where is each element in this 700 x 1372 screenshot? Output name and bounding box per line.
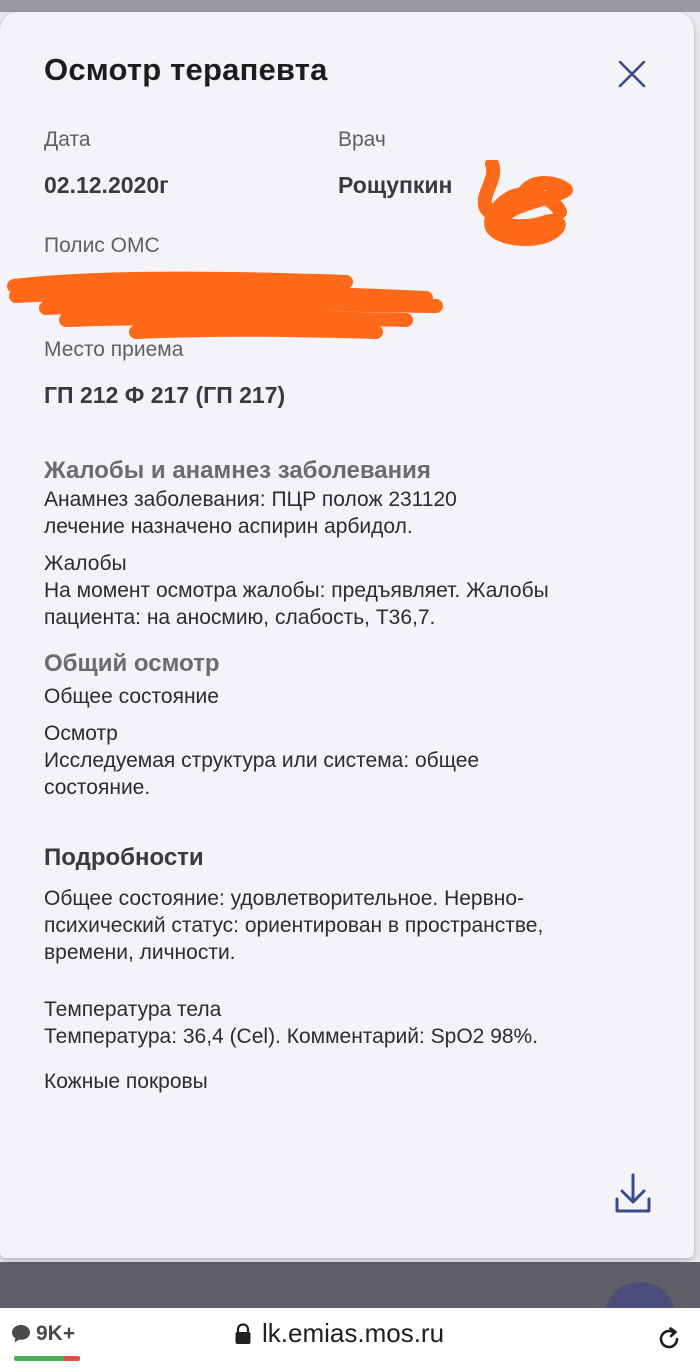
temperature-line: Температура: 36,4 (Cel). Комментарий: SpO2 98%. [44, 1025, 539, 1048]
exam-title: Осмотр [44, 722, 118, 745]
anamnesis-line: лечение назначено аспирин арбидол. [44, 515, 413, 538]
modal-title: Осмотр терапевта [44, 52, 328, 87]
exam-line: состояние. [44, 776, 151, 799]
download-button[interactable] [610, 1168, 656, 1218]
rating-bar [14, 1356, 80, 1361]
date-value: 02.12.2020г [44, 172, 169, 198]
place-label: Место приема [44, 338, 184, 361]
general-state-label: Общее состояние [44, 685, 219, 708]
backdrop-top [0, 0, 700, 12]
date-label: Дата [44, 128, 91, 151]
url-text: lk.emias.mos.ru [262, 1318, 445, 1348]
reload-button[interactable] [654, 1324, 684, 1354]
oms-label: Полис ОМС [44, 234, 160, 257]
visit-details [44, 456, 644, 1095]
close-button[interactable] [612, 54, 652, 94]
lock-icon [234, 1323, 252, 1345]
details-heading: Подробности [44, 844, 204, 871]
address-bar[interactable] [234, 1318, 444, 1349]
details-line: психический статус: ориентирован в пространстве, [44, 914, 544, 937]
details-line: времени, личности. [44, 941, 236, 964]
temperature-title: Температура тела [44, 998, 222, 1021]
redaction-scribble-doctor [474, 160, 574, 250]
visit-modal [0, 12, 694, 1258]
details-line: Общее состояние: удовлетворительное. Нервно- [44, 887, 525, 910]
exam-heading: Общий осмотр [44, 650, 220, 677]
comment-icon [10, 1323, 32, 1345]
complaints-line: пациента: на аносмию, слабость, Т36,7. [44, 606, 436, 629]
complaints-title: Жалобы [44, 552, 127, 575]
anamnesis-line: Анамнез заболевания: ПЦР полож 231120 [44, 488, 457, 511]
doctor-value: Рощупкин [338, 172, 453, 198]
complaints-heading: Жалобы и анамнез заболевания [44, 457, 431, 484]
comments-count: 9K+ [36, 1322, 76, 1345]
browser-toolbar [0, 1308, 700, 1372]
close-icon [618, 60, 646, 88]
exam-line: Исследуемая структура или система: общее [44, 749, 480, 772]
backdrop-page [0, 1262, 700, 1308]
skin-title: Кожные покровы [44, 1070, 208, 1093]
complaints-line: На момент осмотра жалобы: предъявляет. Жалобы [44, 579, 549, 602]
place-value: ГП 212 Ф 217 (ГП 217) [44, 382, 286, 408]
doctor-label: Врач [338, 128, 386, 151]
comments-button[interactable] [10, 1322, 75, 1346]
reload-icon [655, 1325, 683, 1353]
download-icon [613, 1171, 653, 1215]
